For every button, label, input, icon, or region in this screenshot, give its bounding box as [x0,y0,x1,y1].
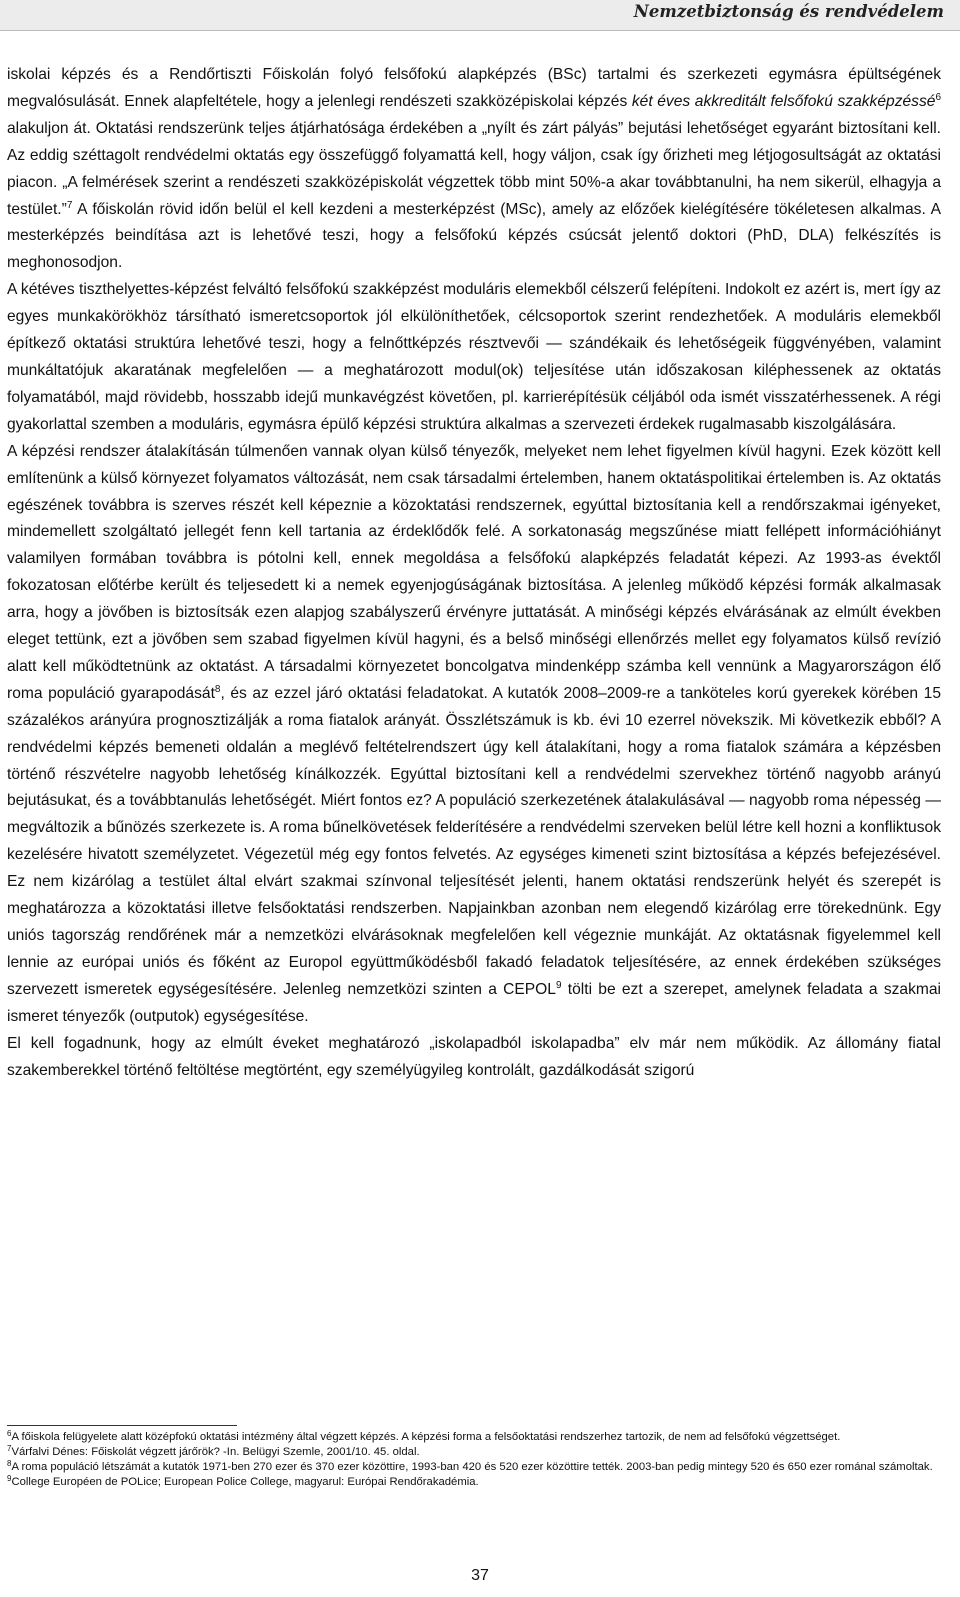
footnote-text: College Européen de POLice; European Police College, magyarul: Európai Rendőrakadémia. [11,1476,479,1488]
journal-title: Nemzetbiztonság és rendvédelem [633,2,944,21]
footnote-9 [7,1475,941,1490]
paragraph-1: iskolai képzés és a Rendőrtiszti Főiskolán folyó felsőfokú alapképzés (BSc) tartalmi és szerkezeti egymásra épültségének megvalósulását. Ennek alapfeltétele, hogy a jelenlegi rendészeti szakközépiskolai képzés két éves akkreditált felsőfokú szakképzéssé$^6$ alakuljon át. Oktatási rendszerünk teljes átjárhatósága érdekében a „nyílt és zárt pályás” bejutási lehetőséget egyaránt biztosítani kell. Az eddig széttagolt rendvédelmi oktatás egy összefüggő folyamattá kell, hogy váljon, csak így őrizheti meg létjogosultságát az oktatási piacon. „A felmérések szerint a rendészeti szakközépiskolát végzettek több mint 50%-a akar továbbtanulni, ha nem sikerül, elhagyja a testület.”$^7$ A főiskolán rövid időn belül el kell kezdeni a mesterképzést (MSc), amely az előzőek kielégítésére tökéletesen alkalmas. A mesterképzés beindítása azt is lehetővé teszi, hogy a felsőfokú képzés csúcsát jelentő doktori (PhD, DLA) felkészítés is meghonosodjon. [7,66,941,272]
footnote-ref-6[interactable]: 6 [935,91,941,103]
footnote-6 [7,1430,941,1445]
footnotes [7,1430,941,1490]
footnote-number: 8 [7,1459,12,1468]
emphasis-text: két éves akkreditált felsőfokú szakképzéssé [631,92,936,110]
paragraph-3: A képzési rendszer átalakításán túlmenően vannak olyan külső tényezők, melyeket nem lehet figyelmen kívül hagyni. Ezek között kell említenünk a külső környezet folyamatos változását, nem csak társadalmi értelemben, hanem oktatáspolitikai értelemben is. Az oktatás egészének továbbra is szerves részét kell képeznie a közoktatási rendszernek, egyúttal biztosítania kell a rendőrszakmai igényeket, mindemellett szolgáltató jellegét fenn kell tartania az érdeklődők felé. A sorkatonaság megszűnése miatt fellépett információhiányt valamilyen formában továbbra is pótolni kell, ennek megoldása a felsőfokú alapképzés feladatát képezi. Az 1993-as évektől fokozatosan előtérbe került és teljesedett ki a nemek egyenjogúságának biztosítása. A jelenleg működő képzési formák alkalmasak arra, hogy a jövőben is biztosítsák ezen alapjog szabályszerű érvényre juttatását. A minőségi képzés elvárásának az elmúlt években eleget tettünk, ezt a jövőben sem szabad figyelmen kívül hagyni, és a belső minőségi ellenőrzés mellet egy folyamatos külső revízió alatt kell működtetnünk az oktatást. A társadalmi környezetet boncolgatva mindenképp számba kell vennünk a Magyarországon élő roma populáció gyarapodását$^8$, és az ezzel járó oktatási feladatokat. A kutatók 2008–2009-re a tanköteles korú gyerekek körében 15 százalékos arányúra prognosztizálják a roma fiatalok arányát. Összlétszámuk is kb. évi 10 ezerrel növekszik. Mi következik ebből? A rendvédelmi képzés bemeneti oldalán a meglévő feltételrendszert úgy kell átalakítani, hogy a roma fiatalok számára a képzésben történő részvételre nagyobb lehetőség kínálkozzék. Egyúttal biztosítani kell a rendvédelmi szervekhez történő nagyobb arányú bejutásukat, és a továbbtanulás lehetőségét. Miért fontos ez? A populáció szerkezetének átalakulásával — nagyobb roma népesség — megváltozik a bűnözés szerkezete is. A roma bűnelkövetések felderítésére a rendvédelmi szerveken belül létre kell hozni a konfliktusok kezelésére hivatott személyzetet. Végezetül még egy fontos felvetés. Az egységes kimeneti szint biztosítása a képzés befejezésével. Ez nem kizárólag a testület által elvárt szakmai színvonal teljesítését jelenti, hanem oktatási rendszerünk helyét és szerepét is meghatározza a közoktatási illetve felsőoktatási rendszerben. Napjainkban azonban nem elegendő kizárólag erre törekednünk. Egy uniós tagország rendőrének már a nemzetközi elvárásoknak megfelelően kell végeznie munkáját. Az oktatásnak figyelemmel kell lennie az európai uniós és főként az Europol együttműködésből fakadó feladatok teljesítésére, az ennek érdekében szükséges szervezett ismeretek egységesítésére. Jelenleg nemzetközi szinten a CEPOL$^9$ tölti be ezt a szerepet, amelynek feladata a szakmai ismeret tényezők (outputok) egységesítése. [7,442,942,1025]
body-text [7,62,941,1084]
footnote-ref-8[interactable]: 8 [214,683,221,695]
running-header [0,0,960,30]
footnote-number: 6 [7,1429,12,1438]
footnote-divider [7,1425,237,1426]
footnote-ref-9[interactable]: 9 [555,979,562,991]
footnote-text: A roma populáció létszámát a kutatók 1971-ben 270 ezer és 370 ezer közöttire, 1993-ban 420 és 520 ezer közöttire tették. 2003-ban pedig mintegy 520 és 650 ezer románal számoltak. [11,1461,933,1473]
page-number: 37 [471,1567,489,1584]
footnote-number: 9 [7,1474,12,1483]
footnote-8 [7,1460,941,1475]
footnote-number: 7 [7,1444,12,1453]
footnote-ref-7[interactable]: 7 [66,199,73,211]
paragraph-4: El kell fogadnunk, hogy az elmúlt éveket meghatározó „iskolapadból iskolapadba” elv már nem működik. Az állomány fiatal szakemberekkel történő feltöltése megtörtént, egy személyügyileg kontrolált, gazdálkodását szigorú [7,1034,941,1079]
footnote-text: Várfalvi Dénes: Főiskolát végzett járőrök? -In. Belügyi Szemle, 2001/10. 45. oldal. [11,1446,420,1458]
header-divider [0,30,960,31]
footnote-text: A főiskola felügyelete alatt középfokú oktatási intézmény által végzett képzés. A képzési forma a felsőoktatási rendszerhez tartozik, de nem ad felsőfokú végzettséget. [11,1431,841,1443]
paragraph-2: A kétéves tiszthelyettes-képzést felváltó felsőfokú szakképzést moduláris elemekből célszerű felépíteni. Indokolt ez azért is, mert így az egyes munkakörökhöz társítható ismeretcsoportok jól elkülöníthetőek, célcsoportok szerint rendezhetőek. A moduláris elemekből építkező oktatási struktúra lehetővé teszi, hogy a felnőttképzés résztvevői — szándékaik és lehetőségeik függvényében, valamint munkáltatójuk akaratának megfelelően — a meghatározott modul(ok) teljesítése után időszakosan kiléphessenek az oktatás folyamatából, majd rövidebb, hosszabb idejű munkavégzést követően, pl. karrierépítésük céljából oda ismét visszatérhessenek. A régi gyakorlattal szemben a moduláris, egymásra épülő képzési struktúra alkalmas a szervezeti érdekek rugalmasabb kiszolgálására. [7,281,941,433]
footnote-7 [7,1445,941,1460]
